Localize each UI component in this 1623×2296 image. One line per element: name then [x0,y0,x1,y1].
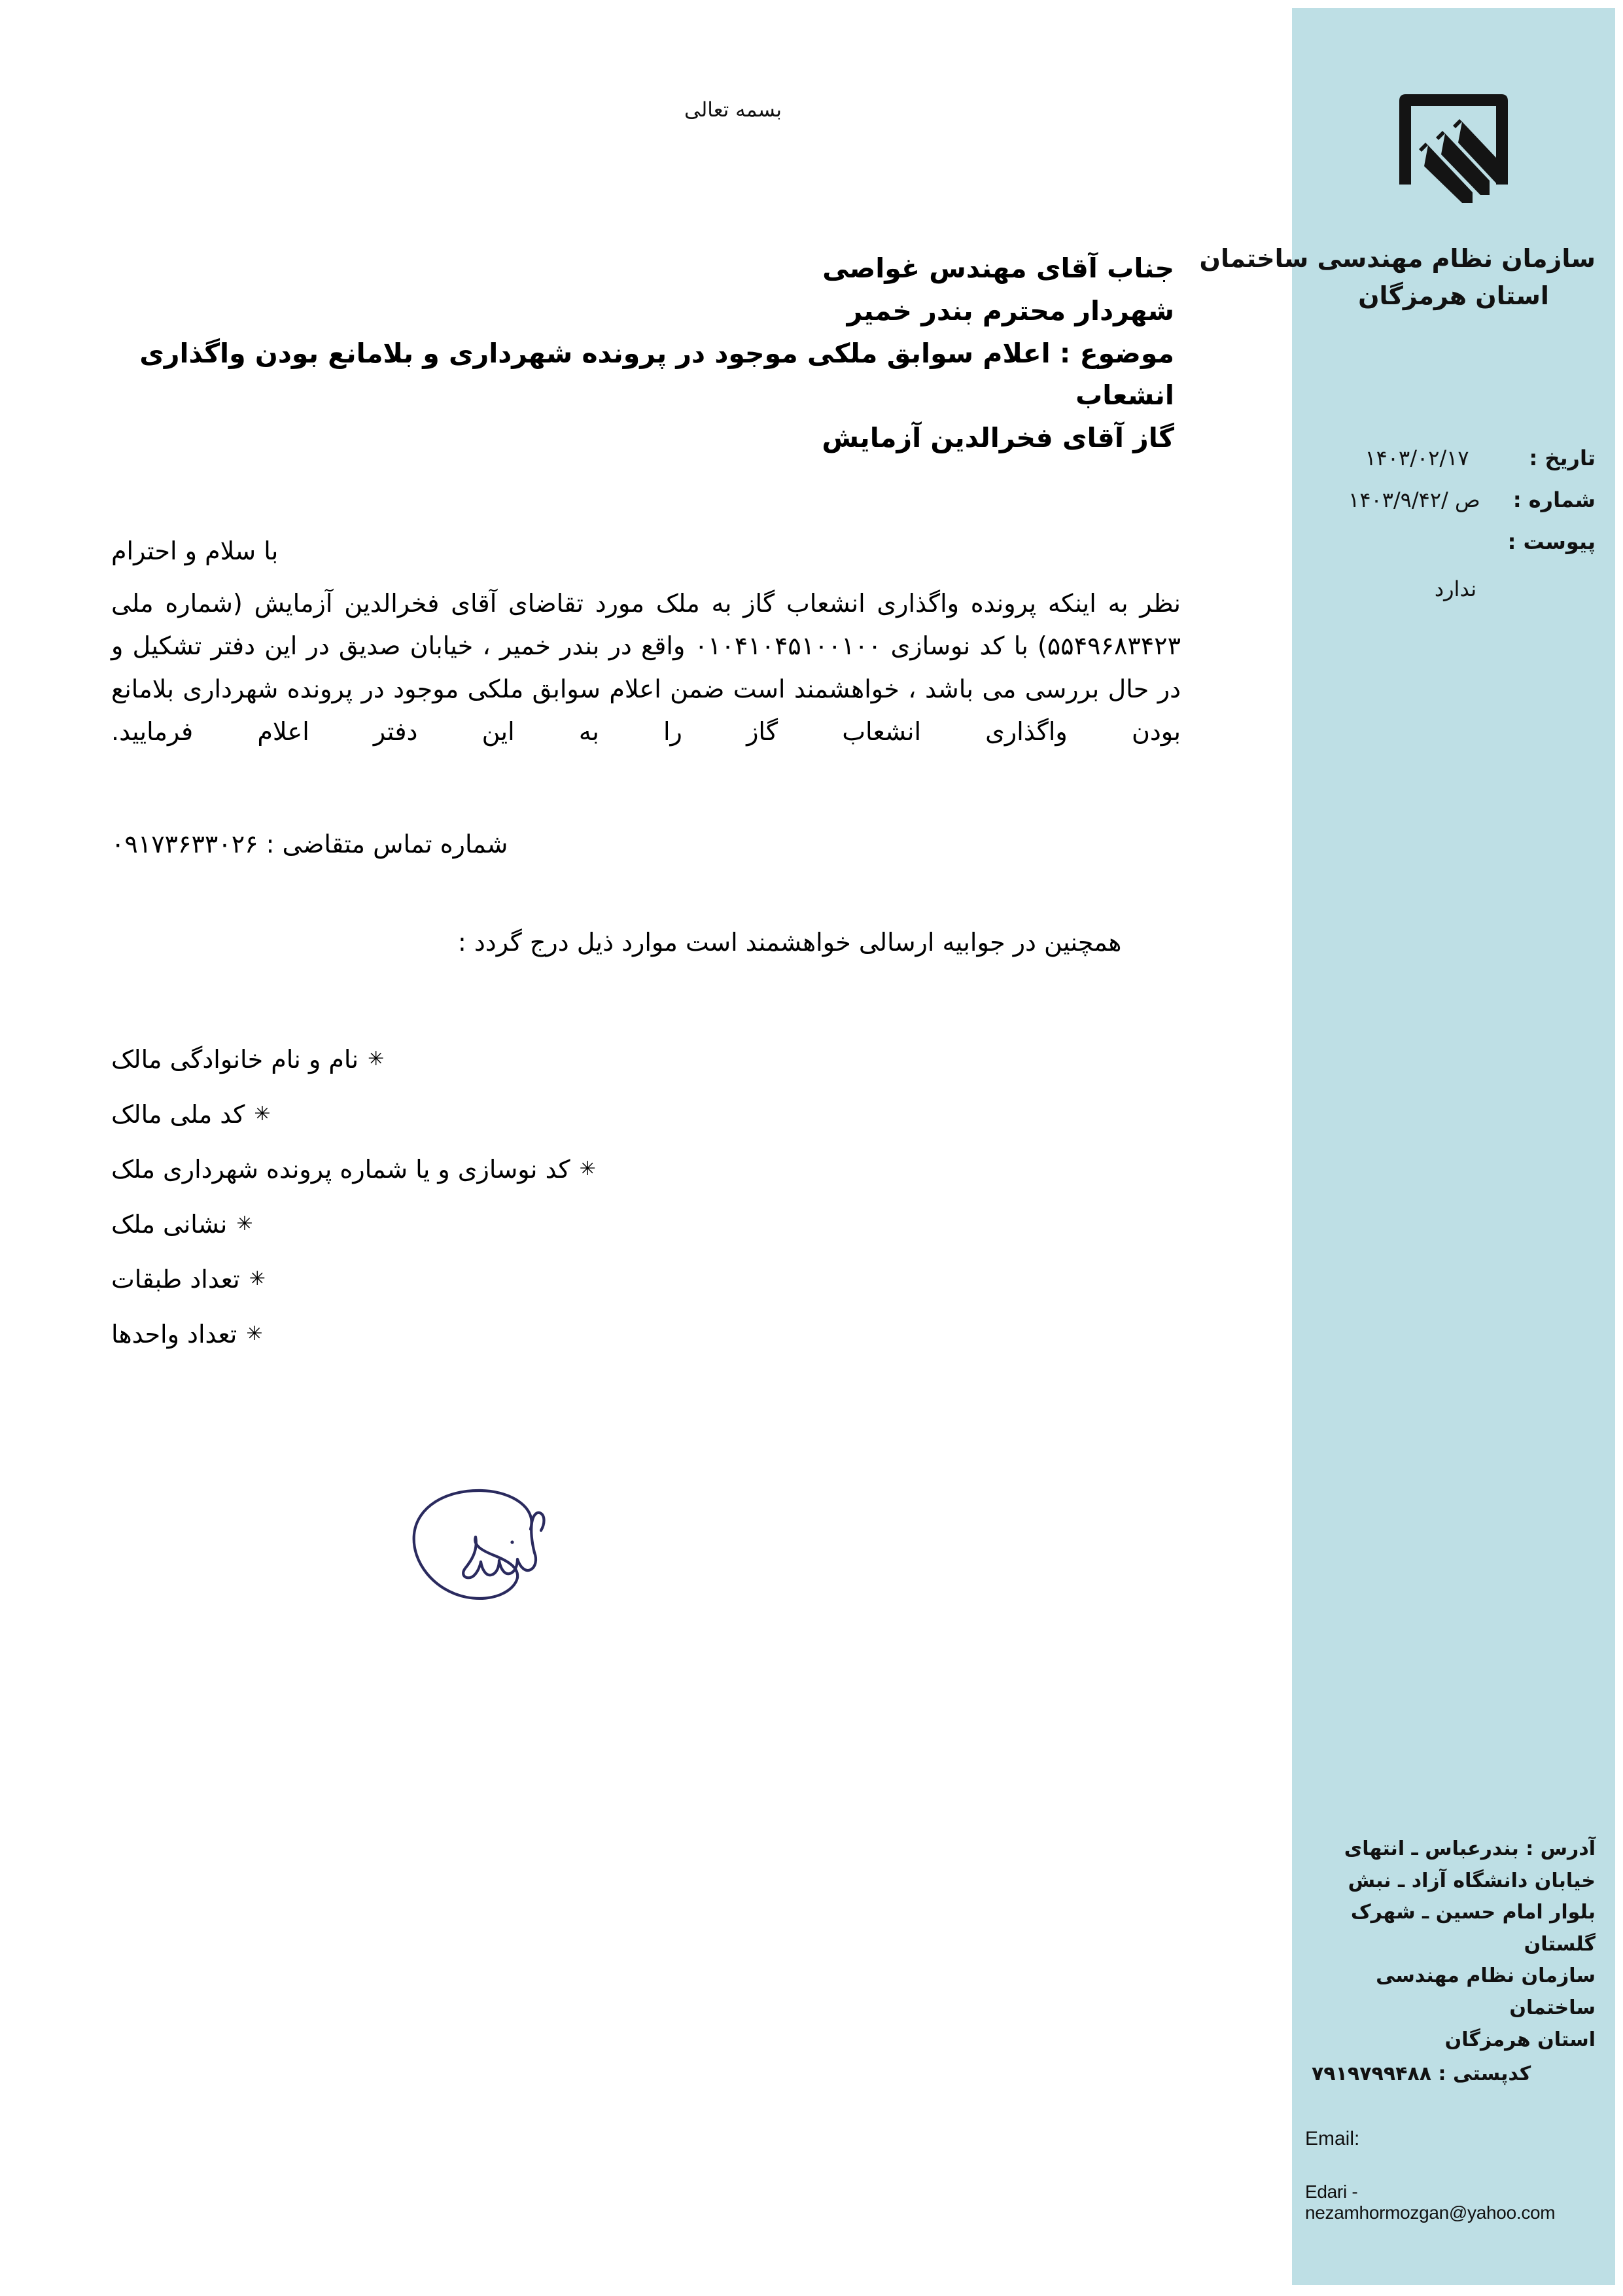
number-value: ص /۱۴۰۳/۹/۴۲ [1348,487,1480,512]
basmala-heading: بسمه تعالی [684,98,782,122]
building-roof-logo-icon [1385,85,1522,203]
email-label: Email: [1305,2128,1360,2149]
organization-name-line2: استان هرمزگان [1358,281,1549,310]
attachment-value: ندارد [1434,576,1477,601]
organization-name [1199,240,1596,315]
asterisk-bullet-icon: ✳ [368,1048,385,1070]
letterhead-sidebar [1199,8,1615,2285]
list-item [111,1322,1181,1347]
asterisk-bullet-icon: ✳ [236,1212,253,1235]
list-item [111,1212,1181,1237]
applicant-phone-line: شماره تماس متقاضی : ۰۹۱۷۳۶۳۳۰۲۶ [111,830,508,858]
reply-instruction-line: همچنین در جوابیه ارسالی خواهشمند است موارد ذیل درج گردد : [458,928,1122,957]
asterisk-bullet-icon: ✳ [579,1157,596,1180]
organization-logo [1312,62,1596,226]
subject-line-2: گاز آقای فخرالدین آزمایش [822,422,1174,454]
list-item [111,1157,1181,1182]
address-line-4: گلستان [1524,1932,1596,1956]
handwritten-signature-icon [402,1469,579,1626]
body-paragraph: نظر به اینکه پرونده واگذاری انشعاب گاز به ملک مورد تقاضای آقای فخرالدین آزمایش (شماره ملی ۵۵۴۹۶۸۳۴۲۳) با کد نوسازی ۰۱۰۴۱۰۴۵۱۰۰۱۰۰ واقع در بندر خمیر ، خیابان صدیق در این دفتر تشکیل و در حال بررسی می باشد ، خواهشمند است ضمن اعلام سوابق ملکی موجود در پرونده شهرداری بلامانع بودن واگذاری انشعاب گاز را به این دفتر اعلام فرمایید. [111,589,1181,747]
footer-address [1312,1833,1596,2091]
meta-row-date [1312,446,1596,470]
asterisk-bullet-icon: ✳ [246,1322,263,1345]
letter-meta [1312,446,1596,601]
asterisk-bullet-icon: ✳ [249,1267,266,1290]
list-item [111,1047,1181,1072]
greeting-line: با سلام و احترام [111,537,279,565]
addressee-line-1: جناب آقای مهندس غواصی [822,253,1174,284]
address-line-2: خیابان دانشگاه آزاد ـ نبش [1348,1869,1596,1892]
list-item-label: تعداد واحدها [111,1320,237,1349]
list-item-label: نام و نام خانوادگی مالک [111,1045,359,1074]
addressee-line-2: شهردار محترم بندر خمیر [846,294,1174,327]
list-item [111,1102,1181,1127]
date-value: ۱۴۰۳/۰۲/۱۷ [1365,446,1469,470]
asterisk-bullet-icon: ✳ [254,1103,271,1125]
addressee-and-subject [111,247,1174,459]
attachment-label: پیوست : [1507,529,1596,554]
list-item-label: کد نوسازی و یا شماره پرونده شهرداری ملک [111,1155,570,1184]
organization-name-line1: سازمان نظام مهندسی ساختمان [1199,244,1596,273]
number-label: شماره : [1512,487,1596,512]
address-line-1: آدرس : بندرعباس ـ انتهای [1344,1837,1596,1860]
address-line-5: سازمان نظام مهندسی ساختمان [1376,1964,1596,2019]
subject-line-1: موضوع : اعلام سوابق ملکی موجود در پرونده شهرداری و بلامانع بودن واگذاری انشعاب [139,337,1174,412]
meta-row-attachment [1312,529,1596,601]
meta-row-number [1312,487,1596,512]
list-item-label: کد ملی مالک [111,1100,245,1129]
address-line-6: استان هرمزگان [1444,2028,1596,2051]
list-item-label: نشانی ملک [111,1210,228,1239]
requested-items-list [111,1047,1181,1377]
list-item [111,1267,1181,1292]
date-label: تاریخ : [1529,446,1596,470]
postal-code: کدپستی : ۷۹۱۹۷۹۹۴۸۸ [1312,2062,1531,2086]
address-line-3: بلوار امام حسین ـ شهرک [1350,1901,1596,1924]
footer-email [1305,2128,1596,2223]
list-item-label: تعداد طبقات [111,1265,240,1294]
email-value[interactable]: Edari - nezamhormozgan@yahoo.com [1305,2181,1556,2223]
